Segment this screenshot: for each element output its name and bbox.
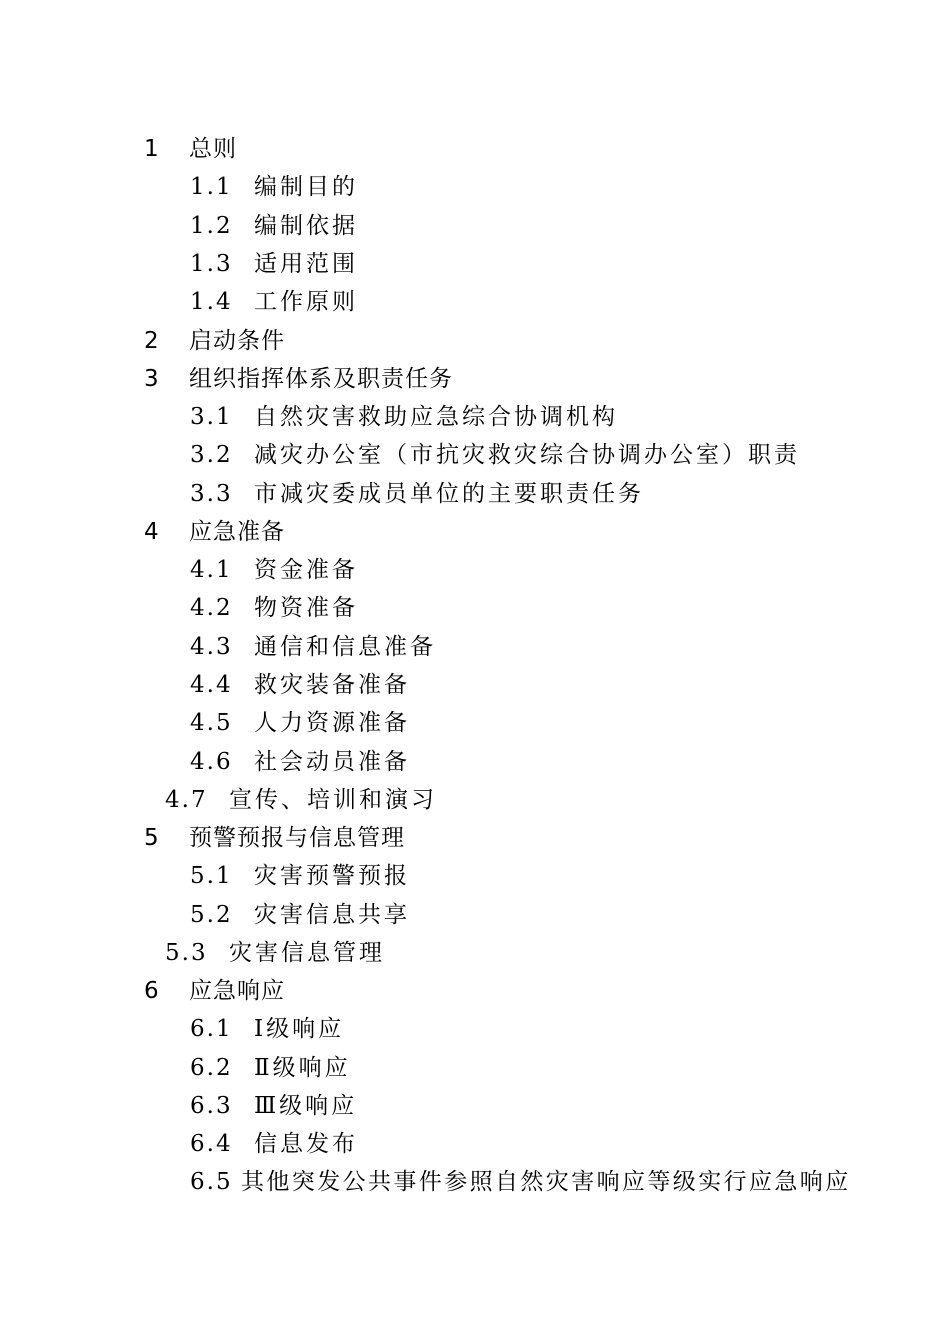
toc-title: 组织指挥体系及职责任务 (189, 366, 453, 392)
toc-title: 启动条件 (189, 328, 285, 354)
toc-number: 6.5 (190, 1169, 233, 1195)
toc-title: 其他突发公共事件参照自然灾害响应等级实行应急响应 (241, 1169, 851, 1195)
toc-number: 4.7 (165, 787, 208, 813)
toc-title: 救灾装备准备 (254, 672, 410, 698)
toc-number: 6.2 (190, 1055, 233, 1081)
toc-number: 3.2 (190, 442, 233, 468)
toc-number: 3 (144, 366, 160, 392)
toc-title: Ⅲ级响应 (254, 1093, 358, 1119)
toc-title: 工作原则 (254, 289, 358, 315)
toc-number: 1.2 (190, 213, 233, 239)
toc-number: 4.4 (190, 672, 233, 698)
toc-title: 社会动员准备 (254, 749, 410, 775)
toc-number: 6 (144, 978, 160, 1004)
toc-number: 1.1 (190, 174, 233, 200)
toc-number: 1 (144, 136, 160, 162)
toc-title: 资金准备 (254, 557, 358, 583)
toc-number: 4.6 (190, 749, 233, 775)
toc-title: 人力资源准备 (254, 710, 410, 736)
toc-number: 5.1 (190, 863, 233, 889)
toc-number: 5.3 (165, 940, 208, 966)
toc-number: 4.5 (190, 710, 233, 736)
toc-title: 自然灾害救助应急综合协调机构 (254, 404, 618, 430)
toc-title: 灾害预警预报 (254, 863, 410, 889)
toc-title: Ⅱ级响应 (254, 1055, 351, 1081)
toc-title: 市减灾委成员单位的主要职责任务 (254, 481, 644, 507)
toc-title: 预警预报与信息管理 (189, 825, 405, 851)
toc-title: 编制目的 (254, 174, 358, 200)
toc-title: 减灾办公室（市抗灾救灾综合协调办公室）职责 (254, 442, 800, 468)
toc-number: 3.3 (190, 481, 233, 507)
toc-title: 信息发布 (254, 1131, 358, 1157)
toc-title: 灾害信息共享 (254, 902, 410, 928)
toc-number: 6.1 (190, 1016, 233, 1042)
toc-number: 5.2 (190, 902, 233, 928)
toc-title: 宣传、培训和演习 (229, 787, 437, 813)
toc-number: 4 (144, 519, 160, 545)
toc-title: 编制依据 (254, 213, 358, 239)
toc-title: 应急准备 (189, 519, 285, 545)
toc-number: 4.3 (190, 634, 233, 660)
toc-number: 4.2 (190, 595, 233, 621)
toc-number: 1.4 (190, 289, 233, 315)
toc-title: 物资准备 (254, 595, 358, 621)
toc-title: 总则 (189, 136, 237, 162)
toc-number: 2 (144, 328, 160, 354)
toc-title: Ⅰ级响应 (254, 1016, 345, 1042)
toc-number: 1.3 (190, 251, 233, 277)
toc-title: 通信和信息准备 (254, 634, 436, 660)
toc-title: 适用范围 (254, 251, 358, 277)
toc-title: 应急响应 (189, 978, 285, 1004)
toc-number: 6.4 (190, 1131, 233, 1157)
toc-number: 3.1 (190, 404, 233, 430)
toc-number: 6.3 (190, 1093, 233, 1119)
toc-number: 5 (144, 825, 160, 851)
toc-title: 灾害信息管理 (229, 940, 385, 966)
toc-number: 4.1 (190, 557, 233, 583)
